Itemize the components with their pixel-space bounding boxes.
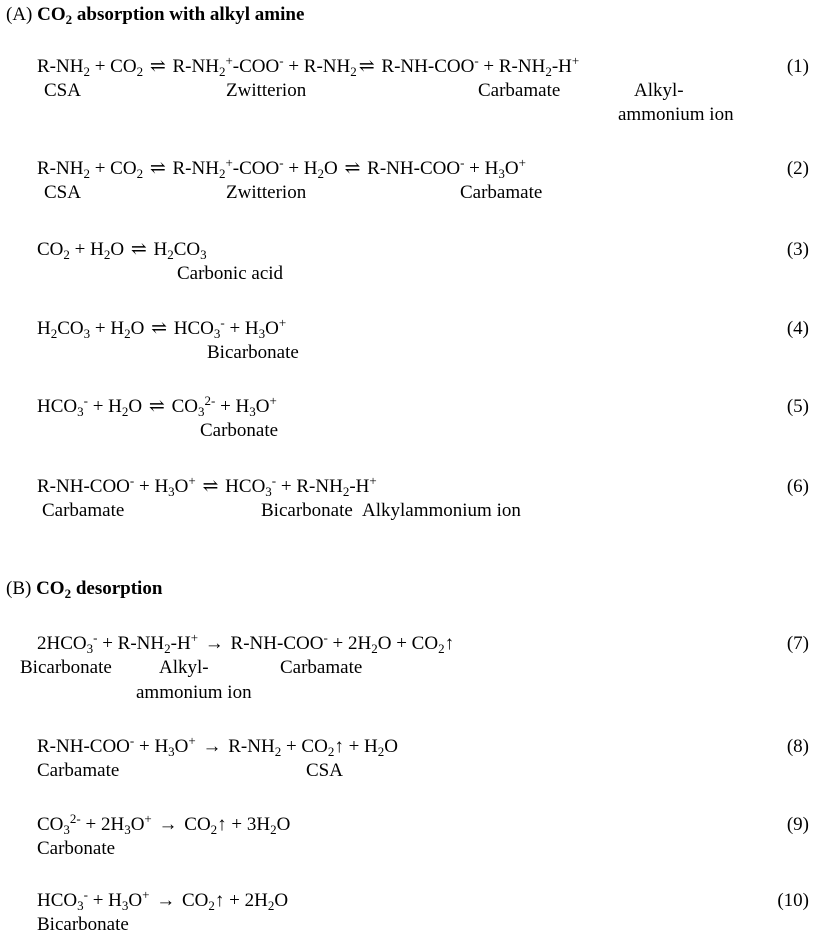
label-ammonium-ion: ammonium ion — [618, 104, 734, 125]
label-bicarbonate: Bicarbonate — [37, 914, 129, 935]
equation-number-5: (5) — [786, 396, 809, 417]
equation-number-10: (10) — [777, 890, 809, 911]
equation-8: $R-NH-COO^- + H_3O^+ \to R-NH_2$ + $CO_2↑ + H_2O$ — [37, 733, 398, 759]
equation-number-7: (7) — [786, 633, 809, 654]
label-bicarbonate: Bicarbonate — [207, 342, 299, 363]
section-b-title-co: CO — [36, 578, 65, 599]
equation-4: $H_2CO_3 + H_2O$ ⇌ $HCO_3^- + H_3O^+$ — [37, 315, 287, 341]
section-b-title-rest: desorption — [71, 578, 163, 599]
equation-number-6: (6) — [786, 476, 809, 497]
label-carbamate: Carbamate — [37, 760, 120, 781]
label-carbonic-acid: Carbonic acid — [177, 263, 284, 284]
section-b-title — [6, 578, 162, 600]
label-carbamate: Carbamate — [478, 80, 561, 101]
section-b-prefix: (B) — [6, 578, 37, 599]
section-b-title-sub: 2 — [64, 586, 72, 601]
equation-1: $R-NH_2 + CO_2$ ⇌ $R-NH_2^+-COO^- + R-NH_2$ ⇌ $R-NH-COO^- + R-NH_2-H^+$ — [37, 53, 580, 79]
label-ammonium-ion: ammonium ion — [136, 682, 252, 703]
label-carbamate: Carbamate — [280, 657, 363, 678]
label-alkylammonium: Alkylammonium ion — [362, 500, 521, 521]
section-a-title-co: CO — [37, 4, 66, 25]
equation-10: $HCO_3^- + H_3O^+$ → $CO_2↑ + 2H_2O$ — [37, 887, 289, 913]
equation-2: $R-NH_2 + CO_2$ ⇌ $R-NH_2^+-COO^- + H_2O$ ⇌ $R-NH-COO^- + H_3O^+$ — [37, 155, 526, 181]
label-carbamate: Carbamate — [460, 182, 543, 203]
label-csa: CSA — [44, 182, 81, 203]
equation-number-2: (2) — [786, 158, 809, 179]
label-carbamate: Carbamate — [42, 500, 125, 521]
section-a-title-rest: absorption with alkyl amine — [72, 4, 305, 25]
label-zwitterion: Zwitterion — [226, 80, 307, 101]
equation-number-9: (9) — [786, 814, 809, 835]
label-bicarbonate: Bicarbonate — [261, 500, 353, 521]
equation-6: $R-NH-COO^- + H_3O^+$ ⇌ $HCO_3^- + R-NH_2-H^+$ — [37, 473, 377, 499]
section-a-title — [6, 4, 304, 26]
equation-number-4: (4) — [786, 318, 809, 339]
equation-9: $CO_3^{2-} + 2H_3O^+$ → $CO_2↑ + 3H_2O$ — [37, 811, 291, 837]
equation-3: $CO_2 + H_2O$ ⇌ $H_2CO_3$ — [37, 239, 207, 262]
equation-5: $HCO_3^- + H_2O$ ⇌ $CO_3^{2-} + H_3O^+$ — [37, 393, 277, 419]
label-csa: CSA — [44, 80, 81, 101]
label-alkyl: Alkyl- — [634, 80, 684, 101]
equation-number-3: (3) — [786, 239, 809, 260]
section-a-title-sub: 2 — [65, 12, 73, 27]
label-csa: CSA — [306, 760, 343, 781]
label-carbonate: Carbonate — [37, 838, 116, 859]
equation-number-1: (1) — [786, 56, 809, 77]
equation-number-8: (8) — [786, 736, 809, 757]
label-carbonate: Carbonate — [200, 420, 279, 441]
section-a-prefix: (A) — [6, 4, 38, 25]
label-zwitterion: Zwitterion — [226, 182, 307, 203]
label-bicarbonate: Bicarbonate — [20, 657, 112, 678]
equation-7: $2HCO_3^- + R-NH_2-H^+ \to R-NH-COO^- + 2H_2O$ + $CO_2↑$ — [37, 630, 455, 656]
label-alkyl: Alkyl- — [159, 657, 209, 678]
